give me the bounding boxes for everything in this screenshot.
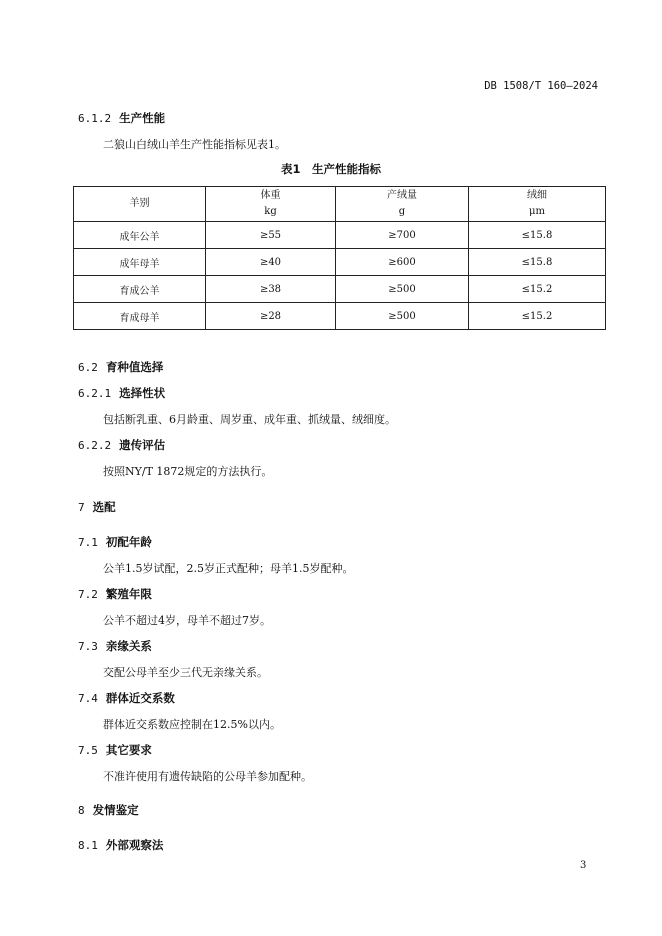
- section-title: 育种值选择: [105, 360, 164, 374]
- table-cell: 成年母羊: [74, 249, 206, 276]
- table-caption: 表1 生产性能指标: [280, 162, 381, 176]
- heading-6-2: [78, 359, 163, 375]
- section-number: 6.2: [78, 361, 98, 374]
- section-number: 6.1.2: [78, 112, 112, 125]
- heading-8: [78, 802, 139, 818]
- table-header-row: [74, 187, 606, 222]
- table-cell: 成年公羊: [74, 222, 206, 249]
- paragraph-6-2-2: 按照NY/T 1872规定的方法执行。: [103, 465, 273, 478]
- heading-6-2-1: [78, 385, 165, 401]
- table-cell: ≤15.2: [469, 276, 606, 303]
- section-title: 外部观察法: [105, 838, 164, 852]
- page-number: 3: [580, 860, 587, 871]
- paragraph-7-1: 公羊1.5岁试配，2.5岁正式配种；母羊1.5岁配种。: [103, 562, 354, 575]
- table-cell: ≥700: [336, 222, 469, 249]
- table-row: [74, 303, 606, 330]
- header-label: 羊别: [129, 198, 150, 209]
- section-title: 初配年龄: [105, 535, 152, 549]
- table-cell: ≥500: [336, 303, 469, 330]
- section-number: 6.2.1: [78, 387, 112, 400]
- paragraph-7-3: 交配公母羊至少三代无亲缘关系。: [103, 666, 268, 679]
- table-cell: 育成公羊: [74, 276, 206, 303]
- section-number: 7.1: [78, 536, 98, 549]
- header-cell-sheep-type: [74, 187, 206, 222]
- heading-6-2-2: [78, 437, 165, 453]
- document-id-header: DB 1508/T 160—2024: [484, 80, 598, 92]
- table-cell: ≥500: [336, 276, 469, 303]
- heading-7-1: [78, 534, 152, 550]
- section-title: 群体近交系数: [105, 691, 175, 705]
- heading-7-3: [78, 638, 152, 654]
- heading-7-5: [78, 742, 152, 758]
- section-title: 其它要求: [105, 743, 152, 757]
- table-cell: ≤15.8: [469, 249, 606, 276]
- header-cell-fiber-diameter: [469, 187, 606, 222]
- heading-7-2: [78, 586, 152, 602]
- section-title: 繁殖年限: [105, 587, 152, 601]
- table-cell: ≥40: [206, 249, 336, 276]
- paragraph-6-2-1: 包括断乳重、6月龄重、周岁重、成年重、抓绒量、绒细度。: [103, 413, 396, 426]
- paragraph-7-2: 公羊不超过4岁，母羊不超过7岁。: [103, 614, 271, 627]
- heading-7: [78, 499, 116, 515]
- section-number: 8.1: [78, 839, 98, 852]
- table-row: [74, 249, 606, 276]
- table-cell: ≥55: [206, 222, 336, 249]
- section-title: 选配: [92, 500, 116, 514]
- section-number: 7.2: [78, 588, 98, 601]
- section-number: 7.3: [78, 640, 98, 653]
- heading-7-4: [78, 690, 175, 706]
- header-unit: kg: [264, 206, 277, 217]
- section-title: 生产性能: [119, 111, 166, 125]
- section-title: 选择性状: [119, 386, 166, 400]
- section-number: 6.2.2: [78, 439, 112, 452]
- production-performance-table: [73, 186, 606, 330]
- table-row: [74, 276, 606, 303]
- header-unit: g: [398, 206, 406, 217]
- section-number: 7.4: [78, 692, 98, 705]
- header-label: 绒细: [527, 190, 547, 201]
- header-label: 体重: [260, 190, 281, 201]
- paragraph-7-4: 群体近交系数应控制在12.5%以内。: [103, 718, 281, 731]
- section-title: 亲缘关系: [105, 639, 152, 653]
- paragraph-7-5: 不准许使用有遗传缺陷的公母羊参加配种。: [103, 770, 312, 783]
- header-unit: μm: [529, 206, 545, 217]
- heading-8-1: [78, 837, 163, 853]
- paragraph-6-1-2: 二狼山白绒山羊生产性能指标见表1。: [103, 138, 286, 151]
- header-cell-cashmere-yield: [336, 187, 469, 222]
- section-number: 7.5: [78, 744, 98, 757]
- heading-6-1-2: [78, 110, 165, 126]
- section-number: 8: [78, 804, 85, 817]
- table-cell: ≥38: [206, 276, 336, 303]
- section-title: 发情鉴定: [92, 803, 139, 817]
- table-cell: 育成母羊: [74, 303, 206, 330]
- table-cell: ≥28: [206, 303, 336, 330]
- table-cell: ≥600: [336, 249, 469, 276]
- header-cell-body-weight: [206, 187, 336, 222]
- table-cell: ≤15.2: [469, 303, 606, 330]
- table-cell: ≤15.8: [469, 222, 606, 249]
- section-number: 7: [78, 501, 85, 514]
- header-label: 产绒量: [387, 190, 417, 201]
- section-title: 遗传评估: [119, 438, 166, 452]
- table-row: [74, 222, 606, 249]
